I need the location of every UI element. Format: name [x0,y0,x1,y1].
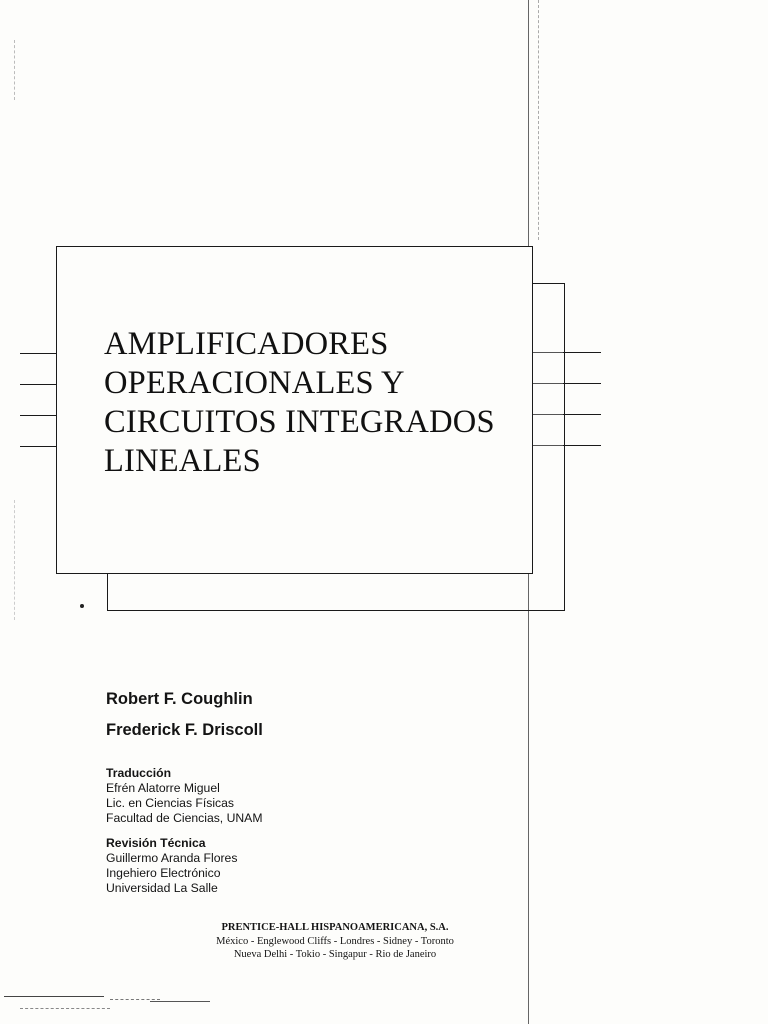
translation-credits [106,766,262,826]
translation-line: Facultad de Ciencias, UNAM [106,811,263,825]
author-name: Robert F. Coughlin [106,690,253,708]
scan-artifact [4,996,104,997]
title-line: AMPLIFICADORES [104,326,389,362]
title-line: OPERACIONALES Y [104,365,405,401]
technical-review-line: Guillermo Aranda Flores [106,851,238,865]
chip-pin-left-3 [20,415,56,416]
publisher-name: PRENTICE-HALL HISPANOAMERICANA, S.A. [221,922,449,933]
ink-dot [80,604,84,608]
left-margin-mark [14,40,15,100]
technical-review-line: Ingehiero Electrónico [106,866,221,880]
chip-pin-right-4 [563,445,601,446]
technical-review-line: Universidad La Salle [106,881,218,895]
chip-pin-left-2 [20,384,56,385]
chip-pin-right-3 [563,414,601,415]
publisher-cities: México - Englewood Cliffs - Londres - Sidney - Toronto [216,935,454,947]
technical-review-heading: Revisión Técnica [106,836,206,850]
translation-line: Lic. en Ciencias Físicas [106,796,235,810]
left-margin-mark [14,500,15,620]
page-edge-line-faint [538,0,539,240]
publisher-cities: Nueva Delhi - Tokio - Singapur - Rio de Janeiro [233,949,437,960]
title-line: CIRCUITOS INTEGRADOS [104,404,495,440]
scan-artifact [20,1008,110,1009]
title-line: LINEALES [104,443,261,479]
chip-pin-right-1 [563,352,601,353]
book-title [104,325,495,481]
translation-line: Efrén Alatorre Miguel [106,781,220,795]
chip-pin-right-2 [563,383,601,384]
author-name: Frederick F. Driscoll [106,721,263,739]
technical-review-credits [106,836,237,896]
scan-artifact [110,999,160,1000]
chip-pin-left-4 [20,446,56,447]
scan-artifact [150,1001,210,1002]
translation-heading: Traducción [106,766,172,780]
chip-pin-left-1 [20,353,56,354]
publisher-imprint [185,921,485,962]
